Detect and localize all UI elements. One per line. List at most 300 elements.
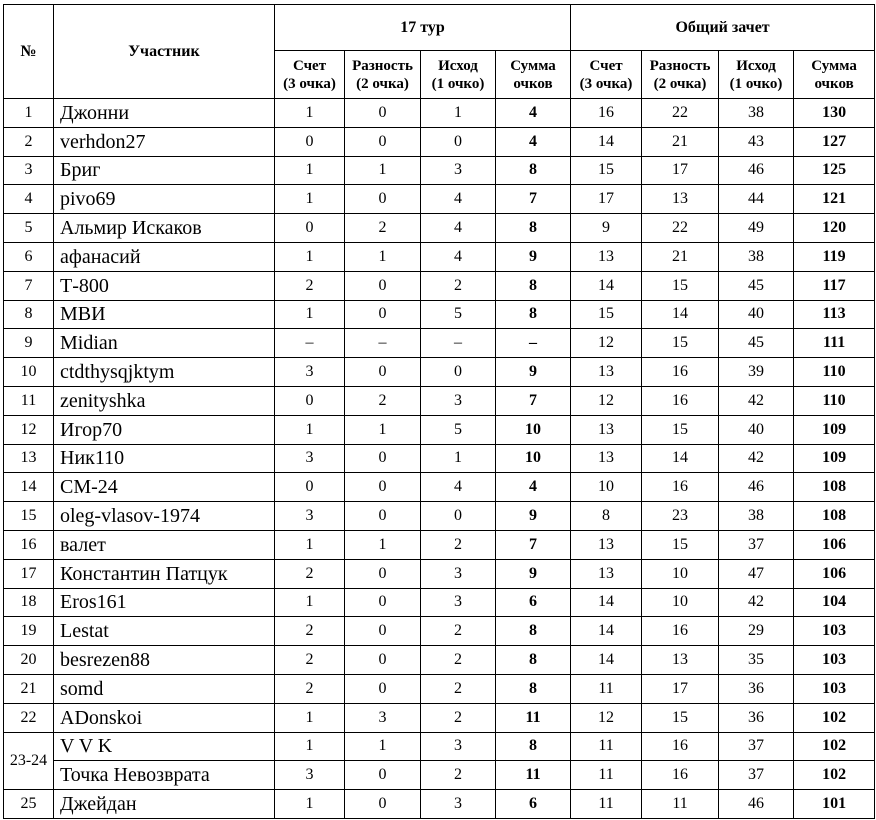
round-diff-cell: 0 (345, 99, 421, 128)
place-cell: 2 (4, 127, 54, 156)
place-cell: 10 (4, 358, 54, 387)
standings-table (3, 4, 875, 819)
round-score-cell: 0 (275, 127, 345, 156)
table-row (4, 156, 875, 185)
header-total: Общий зачет (571, 5, 875, 51)
participant-name: pivo69 (54, 185, 275, 214)
round-outcome-cell: 3 (421, 588, 496, 617)
total-sum-cell: 104 (794, 588, 875, 617)
place-cell: 25 (4, 790, 54, 819)
total-outcome-cell: 36 (719, 703, 794, 732)
total-diff-cell: 21 (642, 242, 719, 271)
total-outcome-cell: 38 (719, 242, 794, 271)
round-diff-cell: 0 (345, 559, 421, 588)
table-row (4, 646, 875, 675)
total-outcome-cell: 38 (719, 99, 794, 128)
total-score-cell: 14 (571, 617, 642, 646)
total-outcome-cell: 45 (719, 271, 794, 300)
participant-name: СМ-24 (54, 473, 275, 502)
round-sum-cell: 4 (496, 127, 571, 156)
total-score-cell: 13 (571, 358, 642, 387)
total-outcome-cell: 38 (719, 502, 794, 531)
total-score-cell: 13 (571, 559, 642, 588)
header-num: № (4, 5, 54, 99)
round-outcome-cell: 5 (421, 300, 496, 329)
round-diff-cell: 1 (345, 530, 421, 559)
participant-name: ADonskoi (54, 703, 275, 732)
total-diff-cell: 14 (642, 444, 719, 473)
total-score-cell: 11 (571, 790, 642, 819)
place-cell: 20 (4, 646, 54, 675)
round-outcome-cell: 1 (421, 99, 496, 128)
table-row (4, 185, 875, 214)
total-sum-cell: 119 (794, 242, 875, 271)
round-outcome-cell: 5 (421, 415, 496, 444)
subheader-round-3 (496, 51, 571, 99)
round-diff-cell: 0 (345, 185, 421, 214)
participant-name: Т-800 (54, 271, 275, 300)
subheader-line-2: очков (814, 75, 854, 92)
subheader-line-2: (1 очко) (431, 75, 485, 92)
round-score-cell: 1 (275, 790, 345, 819)
total-sum-cell: 113 (794, 300, 875, 329)
round-sum-cell: 10 (496, 444, 571, 473)
total-diff-cell: 15 (642, 703, 719, 732)
round-outcome-cell: 2 (421, 530, 496, 559)
place-cell: 15 (4, 502, 54, 531)
round-score-cell: 1 (275, 156, 345, 185)
table-row (4, 732, 875, 761)
participant-name: zenityshka (54, 386, 275, 415)
header-round: 17 тур (275, 5, 571, 51)
subheader-line-1: Счет (589, 57, 623, 74)
total-sum-cell: 102 (794, 732, 875, 761)
total-diff-cell: 17 (642, 156, 719, 185)
total-score-cell: 9 (571, 214, 642, 243)
round-score-cell: 1 (275, 300, 345, 329)
round-outcome-cell: 4 (421, 473, 496, 502)
total-diff-cell: 10 (642, 559, 719, 588)
total-score-cell: 17 (571, 185, 642, 214)
total-score-cell: 11 (571, 732, 642, 761)
subheader-line-1: Исход (438, 57, 478, 74)
table-row (4, 444, 875, 473)
round-outcome-cell: 2 (421, 674, 496, 703)
participant-name: verhdon27 (54, 127, 275, 156)
place-cell: 5 (4, 214, 54, 243)
total-score-cell: 13 (571, 242, 642, 271)
total-score-cell: 12 (571, 386, 642, 415)
round-sum-cell: 8 (496, 674, 571, 703)
total-sum-cell: 110 (794, 358, 875, 387)
total-score-cell: 14 (571, 646, 642, 675)
total-score-cell: 13 (571, 444, 642, 473)
subheader-line-1: Счет (292, 57, 327, 74)
total-diff-cell: 15 (642, 415, 719, 444)
total-score-cell: 14 (571, 271, 642, 300)
total-outcome-cell: 45 (719, 329, 794, 358)
total-outcome-cell: 46 (719, 473, 794, 502)
round-score-cell: 1 (275, 99, 345, 128)
round-diff-cell: 0 (345, 588, 421, 617)
place-cell: 13 (4, 444, 54, 473)
round-outcome-cell: 2 (421, 271, 496, 300)
round-diff-cell: 2 (345, 214, 421, 243)
round-sum-cell: 9 (496, 358, 571, 387)
round-outcome-cell: 4 (421, 214, 496, 243)
total-diff-cell: 17 (642, 674, 719, 703)
total-diff-cell: 23 (642, 502, 719, 531)
place-cell: 9 (4, 329, 54, 358)
place-cell: 16 (4, 530, 54, 559)
table-row (4, 99, 875, 128)
table-row (4, 703, 875, 732)
round-diff-cell: 0 (345, 674, 421, 703)
total-outcome-cell: 37 (719, 732, 794, 761)
participant-name: МВИ (54, 300, 275, 329)
place-cell: 11 (4, 386, 54, 415)
subheader-round-0 (275, 51, 345, 99)
total-diff-cell: 11 (642, 790, 719, 819)
round-sum-cell: 10 (496, 415, 571, 444)
subheader-line-2: очков (513, 75, 553, 92)
total-diff-cell: 22 (642, 214, 719, 243)
round-outcome-cell: 3 (421, 156, 496, 185)
round-sum-cell: 9 (496, 242, 571, 271)
total-score-cell: 15 (571, 300, 642, 329)
round-diff-cell: 0 (345, 271, 421, 300)
round-outcome-cell: 3 (421, 732, 496, 761)
total-sum-cell: 102 (794, 703, 875, 732)
subheader-line-2: (1 очко) (729, 75, 783, 92)
round-sum-cell: 7 (496, 185, 571, 214)
total-diff-cell: 10 (642, 588, 719, 617)
total-score-cell: 8 (571, 502, 642, 531)
round-score-cell: – (275, 329, 345, 358)
total-outcome-cell: 43 (719, 127, 794, 156)
total-outcome-cell: 47 (719, 559, 794, 588)
place-cell: 23-24 (4, 732, 54, 790)
round-sum-cell: 6 (496, 588, 571, 617)
round-score-cell: 1 (275, 732, 345, 761)
place-cell: 22 (4, 703, 54, 732)
round-score-cell: 2 (275, 617, 345, 646)
round-diff-cell: 1 (345, 732, 421, 761)
round-score-cell: 1 (275, 242, 345, 271)
total-outcome-cell: 37 (719, 530, 794, 559)
round-diff-cell: 0 (345, 473, 421, 502)
round-score-cell: 2 (275, 271, 345, 300)
total-diff-cell: 16 (642, 473, 719, 502)
total-score-cell: 12 (571, 329, 642, 358)
table-row (4, 242, 875, 271)
total-sum-cell: 101 (794, 790, 875, 819)
round-outcome-cell: 3 (421, 790, 496, 819)
participant-name: Lestat (54, 617, 275, 646)
total-diff-cell: 15 (642, 530, 719, 559)
round-sum-cell: 8 (496, 214, 571, 243)
round-sum-cell: 11 (496, 761, 571, 790)
total-sum-cell: 109 (794, 444, 875, 473)
total-diff-cell: 21 (642, 127, 719, 156)
place-cell: 12 (4, 415, 54, 444)
round-outcome-cell: 0 (421, 502, 496, 531)
place-cell: 8 (4, 300, 54, 329)
round-sum-cell: 9 (496, 559, 571, 588)
round-score-cell: 2 (275, 559, 345, 588)
total-score-cell: 15 (571, 156, 642, 185)
participant-name: Eros161 (54, 588, 275, 617)
table-row (4, 559, 875, 588)
total-diff-cell: 14 (642, 300, 719, 329)
round-diff-cell: 0 (345, 502, 421, 531)
subheader-line-1: Сумма (811, 57, 857, 74)
table-row (4, 617, 875, 646)
table-row (4, 386, 875, 415)
participant-name: ctdthysqjktym (54, 358, 275, 387)
place-cell: 19 (4, 617, 54, 646)
participant-name: Точка Невозврата (54, 761, 275, 790)
round-outcome-cell: 3 (421, 386, 496, 415)
subheader-line-2: (2 очка) (653, 75, 707, 92)
round-sum-cell: 8 (496, 156, 571, 185)
total-diff-cell: 16 (642, 358, 719, 387)
total-diff-cell: 22 (642, 99, 719, 128)
place-cell: 6 (4, 242, 54, 271)
participant-name: oleg-vlasov-1974 (54, 502, 275, 531)
round-outcome-cell: 2 (421, 617, 496, 646)
place-cell: 17 (4, 559, 54, 588)
total-sum-cell: 108 (794, 502, 875, 531)
round-sum-cell: 11 (496, 703, 571, 732)
total-score-cell: 14 (571, 127, 642, 156)
total-sum-cell: 125 (794, 156, 875, 185)
table-row (4, 790, 875, 819)
round-score-cell: 1 (275, 703, 345, 732)
table-row (4, 761, 875, 790)
total-outcome-cell: 46 (719, 156, 794, 185)
table-row (4, 214, 875, 243)
total-sum-cell: 103 (794, 617, 875, 646)
round-diff-cell: 0 (345, 444, 421, 473)
total-diff-cell: 13 (642, 185, 719, 214)
total-score-cell: 13 (571, 530, 642, 559)
total-outcome-cell: 46 (719, 790, 794, 819)
round-score-cell: 0 (275, 214, 345, 243)
total-diff-cell: 16 (642, 732, 719, 761)
participant-name: Midian (54, 329, 275, 358)
total-sum-cell: 102 (794, 761, 875, 790)
round-score-cell: 3 (275, 761, 345, 790)
total-score-cell: 16 (571, 99, 642, 128)
round-score-cell: 3 (275, 444, 345, 473)
table-row (4, 674, 875, 703)
subheader-total-2 (719, 51, 794, 99)
table-row (4, 588, 875, 617)
table-row (4, 127, 875, 156)
round-sum-cell: 8 (496, 271, 571, 300)
table-row (4, 415, 875, 444)
participant-name: Джонни (54, 99, 275, 128)
total-diff-cell: 16 (642, 761, 719, 790)
round-sum-cell: 7 (496, 386, 571, 415)
subheader-round-1 (345, 51, 421, 99)
participant-name: V V K (54, 732, 275, 761)
total-diff-cell: 16 (642, 386, 719, 415)
total-score-cell: 12 (571, 703, 642, 732)
place-cell: 7 (4, 271, 54, 300)
participant-name: besrezen88 (54, 646, 275, 675)
participant-name: Игор70 (54, 415, 275, 444)
total-score-cell: 11 (571, 674, 642, 703)
total-score-cell: 11 (571, 761, 642, 790)
subheader-line-2: (3 очка) (283, 75, 336, 92)
round-sum-cell: – (496, 329, 571, 358)
participant-name: Ник110 (54, 444, 275, 473)
round-outcome-cell: 4 (421, 185, 496, 214)
total-sum-cell: 117 (794, 271, 875, 300)
participant-name: somd (54, 674, 275, 703)
round-sum-cell: 8 (496, 617, 571, 646)
round-score-cell: 1 (275, 588, 345, 617)
total-sum-cell: 103 (794, 646, 875, 675)
round-outcome-cell: 2 (421, 646, 496, 675)
table-row (4, 300, 875, 329)
round-diff-cell: 1 (345, 242, 421, 271)
subheader-line-1: Исход (736, 57, 776, 74)
round-score-cell: 0 (275, 386, 345, 415)
table-row (4, 473, 875, 502)
total-diff-cell: 15 (642, 271, 719, 300)
total-sum-cell: 111 (794, 329, 875, 358)
table-row (4, 271, 875, 300)
round-outcome-cell: 0 (421, 127, 496, 156)
total-diff-cell: 13 (642, 646, 719, 675)
total-outcome-cell: 40 (719, 300, 794, 329)
total-outcome-cell: 29 (719, 617, 794, 646)
round-diff-cell: 3 (345, 703, 421, 732)
round-score-cell: 2 (275, 674, 345, 703)
round-score-cell: 1 (275, 530, 345, 559)
round-diff-cell: 0 (345, 358, 421, 387)
round-score-cell: 1 (275, 415, 345, 444)
total-sum-cell: 120 (794, 214, 875, 243)
total-outcome-cell: 35 (719, 646, 794, 675)
participant-name: Альмир Искаков (54, 214, 275, 243)
subheader-line-1: Сумма (510, 57, 556, 74)
total-sum-cell: 130 (794, 99, 875, 128)
round-score-cell: 3 (275, 502, 345, 531)
header-participant: Участник (54, 5, 275, 99)
round-outcome-cell: 2 (421, 703, 496, 732)
round-diff-cell: 0 (345, 646, 421, 675)
round-outcome-cell: – (421, 329, 496, 358)
total-outcome-cell: 36 (719, 674, 794, 703)
round-diff-cell: – (345, 329, 421, 358)
round-outcome-cell: 0 (421, 358, 496, 387)
participant-name: Бриг (54, 156, 275, 185)
round-sum-cell: 4 (496, 473, 571, 502)
table-row (4, 530, 875, 559)
round-sum-cell: 6 (496, 790, 571, 819)
total-diff-cell: 15 (642, 329, 719, 358)
round-diff-cell: 0 (345, 761, 421, 790)
round-outcome-cell: 2 (421, 761, 496, 790)
table-row (4, 329, 875, 358)
round-diff-cell: 0 (345, 127, 421, 156)
round-score-cell: 0 (275, 473, 345, 502)
total-sum-cell: 109 (794, 415, 875, 444)
total-sum-cell: 110 (794, 386, 875, 415)
round-score-cell: 1 (275, 185, 345, 214)
total-diff-cell: 16 (642, 617, 719, 646)
total-score-cell: 10 (571, 473, 642, 502)
round-diff-cell: 0 (345, 790, 421, 819)
total-outcome-cell: 42 (719, 444, 794, 473)
total-sum-cell: 108 (794, 473, 875, 502)
total-outcome-cell: 42 (719, 588, 794, 617)
subheader-total-1 (642, 51, 719, 99)
place-cell: 21 (4, 674, 54, 703)
subheader-round-2 (421, 51, 496, 99)
total-sum-cell: 106 (794, 530, 875, 559)
participant-name: валет (54, 530, 275, 559)
table-row (4, 502, 875, 531)
total-outcome-cell: 49 (719, 214, 794, 243)
place-cell: 3 (4, 156, 54, 185)
round-outcome-cell: 1 (421, 444, 496, 473)
round-diff-cell: 2 (345, 386, 421, 415)
total-sum-cell: 106 (794, 559, 875, 588)
round-sum-cell: 4 (496, 99, 571, 128)
total-outcome-cell: 39 (719, 358, 794, 387)
total-outcome-cell: 37 (719, 761, 794, 790)
round-outcome-cell: 4 (421, 242, 496, 271)
participant-name: афанасий (54, 242, 275, 271)
participant-name: Джейдан (54, 790, 275, 819)
round-sum-cell: 8 (496, 732, 571, 761)
round-sum-cell: 7 (496, 530, 571, 559)
round-sum-cell: 8 (496, 300, 571, 329)
place-cell: 4 (4, 185, 54, 214)
total-score-cell: 14 (571, 588, 642, 617)
round-score-cell: 2 (275, 646, 345, 675)
round-diff-cell: 0 (345, 300, 421, 329)
subheader-line-1: Разность (352, 57, 413, 74)
round-diff-cell: 1 (345, 415, 421, 444)
table-row (4, 358, 875, 387)
total-outcome-cell: 44 (719, 185, 794, 214)
round-diff-cell: 1 (345, 156, 421, 185)
total-sum-cell: 121 (794, 185, 875, 214)
place-cell: 14 (4, 473, 54, 502)
round-diff-cell: 0 (345, 617, 421, 646)
total-outcome-cell: 42 (719, 386, 794, 415)
total-score-cell: 13 (571, 415, 642, 444)
place-cell: 18 (4, 588, 54, 617)
total-outcome-cell: 40 (719, 415, 794, 444)
subheader-total-0 (571, 51, 642, 99)
place-cell: 1 (4, 99, 54, 128)
round-sum-cell: 8 (496, 646, 571, 675)
subheader-total-3 (794, 51, 875, 99)
total-sum-cell: 127 (794, 127, 875, 156)
round-sum-cell: 9 (496, 502, 571, 531)
subheader-line-2: (2 очка) (356, 75, 409, 92)
round-outcome-cell: 3 (421, 559, 496, 588)
round-score-cell: 3 (275, 358, 345, 387)
participant-name: Константин Патцук (54, 559, 275, 588)
